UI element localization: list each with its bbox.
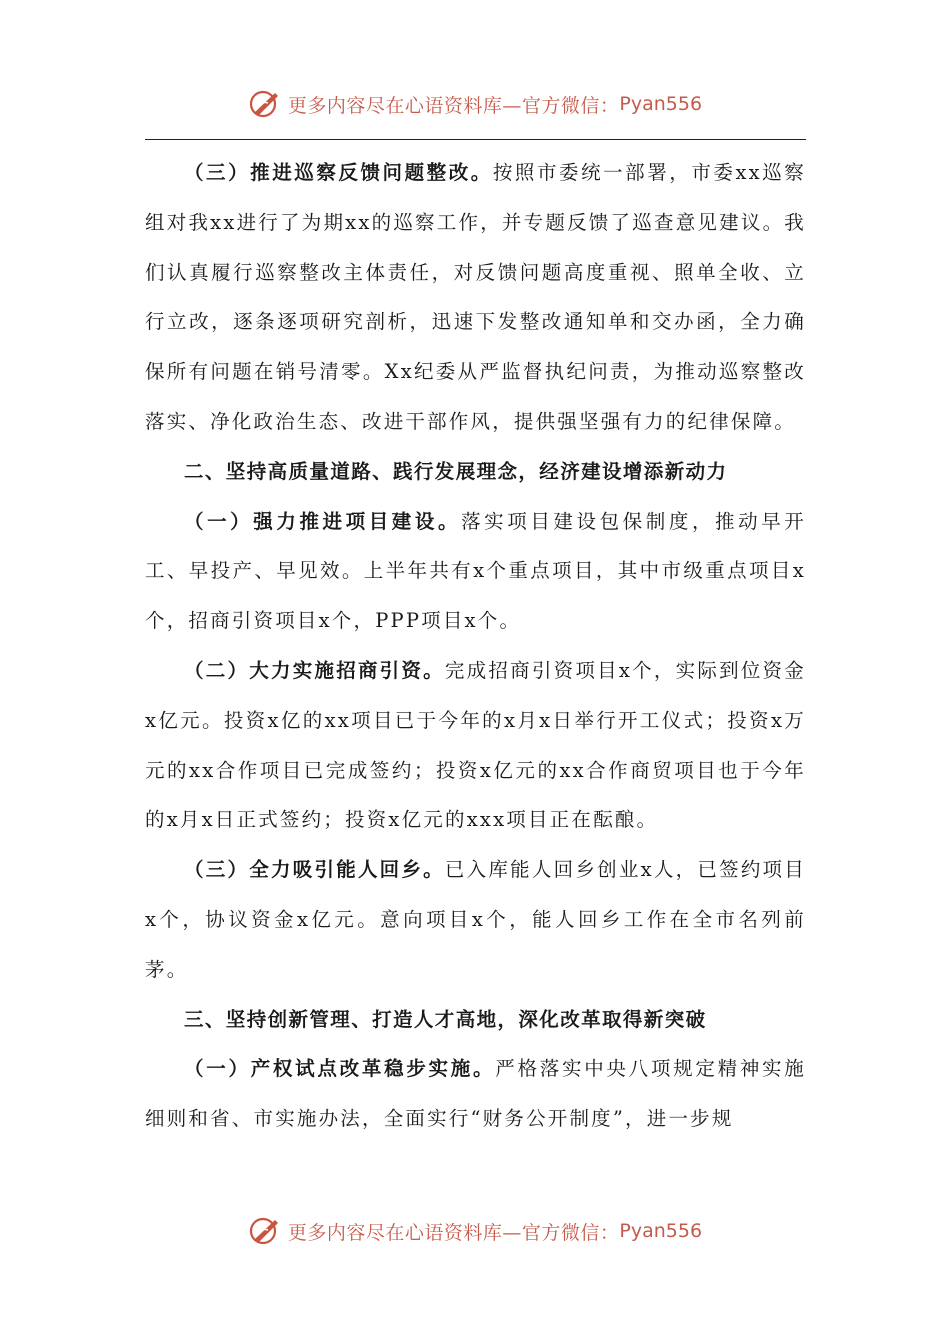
document-body	[145, 148, 806, 1144]
paragraph	[145, 1044, 806, 1144]
paragraph-lead: （一）产权试点改革稳步实施。	[184, 1057, 496, 1081]
paragraph-body: 已入库能人回乡创业x人，已签约项目x个，协议资金x亿元。意向项目x个，能人回乡工作在全市名列前茅。	[145, 858, 806, 981]
watermark-text: 更多内容尽在心语资料库—官方微信：	[287, 1221, 620, 1244]
pen-logo-icon	[248, 1214, 282, 1248]
section-heading: 三、坚持创新管理、打造人才高地，深化改革取得新突破	[184, 1007, 707, 1031]
watermark-wechat-id: Pyan556	[619, 1220, 703, 1242]
paragraph-lead: （三）全力吸引能人回乡。	[184, 858, 445, 882]
paragraph	[145, 148, 806, 447]
paragraph-lead: （二）大力实施招商引资。	[184, 658, 445, 682]
header-watermark	[0, 84, 950, 124]
paragraph-body: 完成招商引资项目x个，实际到位资金x亿元。投资x亿的xx项目已于今年的x月x日举行开工仪式；投资x万元的xx合作项目已完成签约；投资x亿元的xx合作商贸项目也于今年的x月x日正式签约；投资x亿元的xxx项目正在酝酿。	[145, 658, 806, 832]
header-rule	[145, 139, 806, 140]
paragraph-lead: （一）强力推进项目建设。	[184, 509, 462, 533]
paragraph	[145, 646, 806, 845]
pen-logo-icon	[248, 87, 282, 121]
paragraph-body: 落实项目建设包保制度，推动早开工、早投产、早见效。上半年共有x个重点项目，其中市级重点项目x个，招商引资项目x个，PPP项目x个。	[145, 509, 806, 633]
paragraph-body: 严格落实中央八项规定精神实施细则和省、市实施办法，全面实行“财务公开制度”，进一步规	[145, 1057, 806, 1131]
paragraph-body: 按照市委统一部署，市委xx巡察组对我xx进行了为期xx的巡察工作，并专题反馈了巡查意见建议。我们认真履行巡察整改主体责任，对反馈问题高度重视、照单全收、立行立改，逐条逐项研究剖析，迅速下发整改通知单和交办函，全力确保所有问题在销号清零。Xx纪委从严监督执纪问责，为推动巡察整改落实、净化政治生态、改进干部作风，提供强坚强有力的纪律保障。	[145, 161, 806, 433]
footer-watermark	[0, 1211, 950, 1251]
watermark-text: 更多内容尽在心语资料库—官方微信：	[287, 94, 620, 117]
watermark-wechat-id: Pyan556	[619, 93, 703, 115]
paragraph	[145, 497, 806, 646]
paragraph	[145, 845, 806, 994]
paragraph-lead: （三）推进巡察反馈问题整改。	[184, 161, 493, 184]
section-heading: 二、坚持高质量道路、践行发展理念，经济建设增添新动力	[184, 459, 728, 483]
